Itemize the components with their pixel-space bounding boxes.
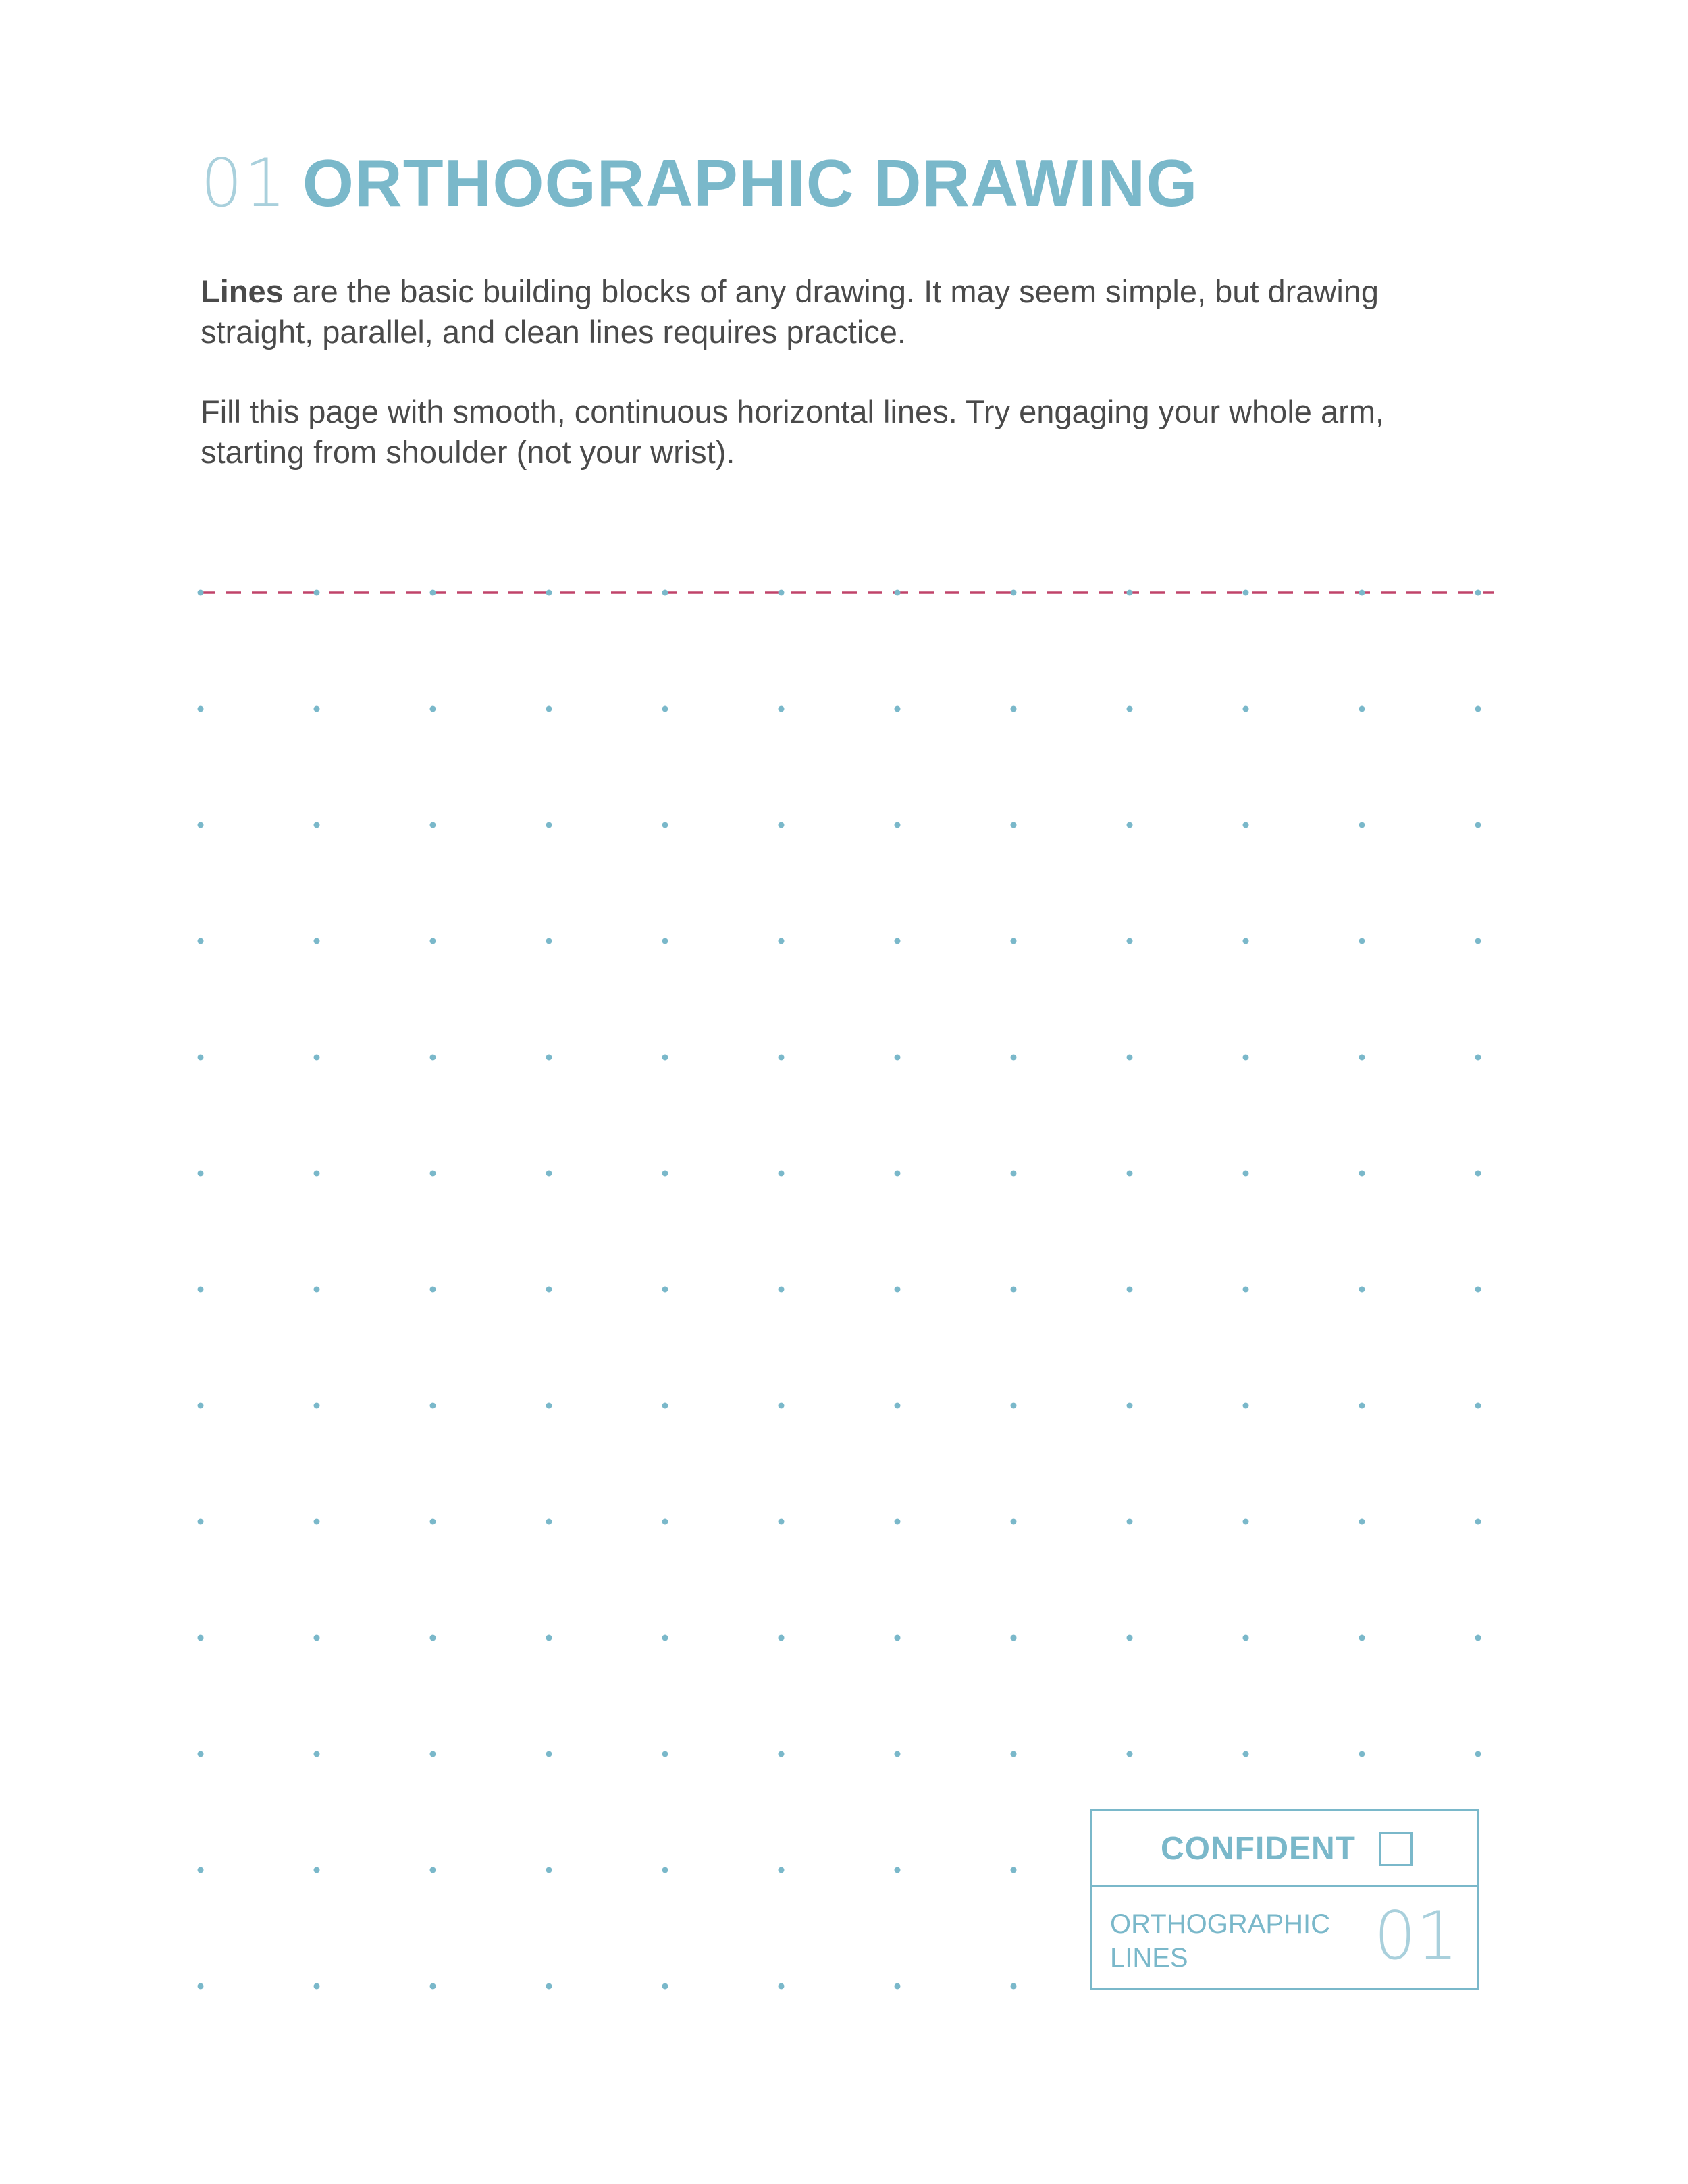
grid-dot bbox=[1011, 1403, 1017, 1409]
grid-dot bbox=[314, 1519, 320, 1525]
grid-dot bbox=[779, 1751, 785, 1757]
grid-dot bbox=[895, 1751, 901, 1757]
grid-dot bbox=[895, 590, 901, 596]
confident-checkbox[interactable] bbox=[1379, 1832, 1413, 1866]
grid-dot bbox=[895, 938, 901, 944]
grid-dot bbox=[1475, 1635, 1481, 1641]
grid-dot bbox=[198, 938, 204, 944]
grid-dot bbox=[198, 822, 204, 828]
badge-status-row bbox=[1092, 1811, 1477, 1887]
grid-dot bbox=[1475, 1751, 1481, 1757]
badge-label-line1: ORTHOGRAPHIC bbox=[1110, 1909, 1330, 1939]
grid-dot bbox=[779, 1171, 785, 1177]
grid-dot bbox=[779, 938, 785, 944]
grid-dot bbox=[1127, 590, 1133, 596]
grid-dot bbox=[1127, 1055, 1133, 1061]
grid-dot bbox=[1127, 1751, 1133, 1757]
grid-dot bbox=[1127, 1171, 1133, 1177]
grid-dot bbox=[430, 1403, 436, 1409]
progress-badge bbox=[1090, 1809, 1479, 1990]
grid-dot bbox=[430, 590, 436, 596]
grid-dot bbox=[779, 1519, 785, 1525]
grid-dot bbox=[430, 1751, 436, 1757]
grid-dot bbox=[1127, 822, 1133, 828]
grid-dot bbox=[1243, 1635, 1249, 1641]
grid-dot bbox=[1359, 938, 1365, 944]
badge-section-number: 01 bbox=[1374, 1898, 1458, 1975]
grid-dot bbox=[198, 1983, 204, 1990]
grid-dot bbox=[314, 1403, 320, 1409]
grid-dot bbox=[1359, 1751, 1365, 1757]
grid-dot bbox=[662, 1519, 668, 1525]
grid-dot bbox=[1359, 590, 1365, 596]
grid-dot bbox=[314, 1751, 320, 1757]
grid-dot bbox=[895, 1287, 901, 1293]
grid-dot bbox=[430, 938, 436, 944]
grid-dot bbox=[546, 1519, 552, 1525]
grid-dot bbox=[1127, 1287, 1133, 1293]
grid-dot bbox=[1243, 822, 1249, 828]
grid-dot bbox=[546, 1287, 552, 1293]
grid-dot bbox=[895, 1055, 901, 1061]
grid-dot bbox=[546, 1751, 552, 1757]
grid-dot bbox=[662, 706, 668, 712]
grid-dot bbox=[779, 1055, 785, 1061]
grid-dot bbox=[1359, 1519, 1365, 1525]
grid-dot bbox=[314, 1055, 320, 1061]
grid-dot bbox=[1127, 1403, 1133, 1409]
grid-dot bbox=[430, 706, 436, 712]
grid-dot bbox=[1359, 1055, 1365, 1061]
grid-dot bbox=[546, 590, 552, 596]
grid-dot bbox=[1011, 822, 1017, 828]
grid-dot bbox=[314, 1635, 320, 1641]
grid-dot bbox=[1359, 706, 1365, 712]
grid-dot bbox=[430, 1983, 436, 1990]
grid-dot bbox=[895, 822, 901, 828]
grid-dot bbox=[1475, 1287, 1481, 1293]
grid-dot bbox=[1011, 1055, 1017, 1061]
grid-dot bbox=[1243, 590, 1249, 596]
grid-dot bbox=[198, 1635, 204, 1641]
grid-dot bbox=[779, 1287, 785, 1293]
grid-dot bbox=[198, 1867, 204, 1873]
grid-dot bbox=[314, 822, 320, 828]
grid-dot bbox=[1359, 1403, 1365, 1409]
grid-dot bbox=[662, 1983, 668, 1990]
grid-dot bbox=[430, 1055, 436, 1061]
grid-dot bbox=[1011, 1867, 1017, 1873]
grid-dot bbox=[662, 822, 668, 828]
grid-dot bbox=[198, 1403, 204, 1409]
grid-dot bbox=[198, 1055, 204, 1061]
grid-dot bbox=[895, 1867, 901, 1873]
grid-dot bbox=[662, 1751, 668, 1757]
grid-dot bbox=[1127, 706, 1133, 712]
grid-dot bbox=[314, 1867, 320, 1873]
section-number: 01 bbox=[201, 145, 288, 222]
grid-dot bbox=[895, 1171, 901, 1177]
grid-dot bbox=[779, 706, 785, 712]
grid-dot bbox=[662, 1635, 668, 1641]
grid-dot bbox=[314, 706, 320, 712]
grid-dot bbox=[1127, 1519, 1133, 1525]
grid-dot bbox=[1475, 1519, 1481, 1525]
grid-dot bbox=[198, 590, 204, 596]
grid-dot bbox=[1011, 590, 1017, 596]
grid-dot bbox=[779, 590, 785, 596]
section-title: ORTHOGRAPHIC DRAWING bbox=[302, 146, 1198, 220]
grid-dot bbox=[1359, 1171, 1365, 1177]
grid-dot bbox=[895, 1635, 901, 1641]
grid-dot bbox=[1475, 938, 1481, 944]
grid-dot bbox=[1243, 706, 1249, 712]
grid-dot bbox=[1243, 938, 1249, 944]
grid-dot bbox=[1475, 822, 1481, 828]
grid-dot bbox=[546, 1171, 552, 1177]
grid-dot bbox=[662, 590, 668, 596]
grid-dot bbox=[779, 822, 785, 828]
grid-dot bbox=[1011, 1171, 1017, 1177]
grid-dot bbox=[546, 1983, 552, 1990]
grid-dot bbox=[1475, 590, 1481, 596]
grid-dot bbox=[314, 1287, 320, 1293]
grid-dot bbox=[1011, 1635, 1017, 1641]
grid-dot bbox=[430, 822, 436, 828]
grid-dot bbox=[430, 1867, 436, 1873]
intro-lead-word: Lines bbox=[201, 273, 284, 309]
grid-dot bbox=[1475, 1171, 1481, 1177]
grid-dot bbox=[662, 1171, 668, 1177]
grid-dot bbox=[1359, 822, 1365, 828]
grid-dot bbox=[198, 1751, 204, 1757]
grid-dot bbox=[314, 938, 320, 944]
grid-dot bbox=[314, 1983, 320, 1990]
grid-dot bbox=[779, 1635, 785, 1641]
grid-dot bbox=[1011, 706, 1017, 712]
grid-dot bbox=[1011, 1751, 1017, 1757]
grid-dot bbox=[1011, 1519, 1017, 1525]
grid-dot bbox=[1011, 1287, 1017, 1293]
grid-dot bbox=[430, 1519, 436, 1525]
grid-dot bbox=[1243, 1403, 1249, 1409]
grid-dot bbox=[1243, 1751, 1249, 1757]
grid-dot bbox=[1011, 1983, 1017, 1990]
grid-dot bbox=[662, 1867, 668, 1873]
grid-dot bbox=[895, 706, 901, 712]
grid-dot bbox=[546, 822, 552, 828]
grid-dot bbox=[430, 1171, 436, 1177]
grid-dot bbox=[1243, 1519, 1249, 1525]
intro-lead-rest: are the basic building blocks of any drawing. It may seem simple, but drawing straight, parallel, and clean lines requires practice. bbox=[201, 273, 1379, 350]
grid-dot bbox=[546, 938, 552, 944]
grid-dot bbox=[779, 1403, 785, 1409]
grid-dot bbox=[1243, 1055, 1249, 1061]
grid-dot bbox=[895, 1519, 901, 1525]
grid-dot bbox=[198, 1519, 204, 1525]
grid-dot bbox=[779, 1867, 785, 1873]
grid-dot bbox=[546, 1635, 552, 1641]
grid-dot bbox=[430, 1635, 436, 1641]
grid-dot bbox=[198, 706, 204, 712]
grid-dot bbox=[1475, 1403, 1481, 1409]
confident-label: CONFIDENT bbox=[1161, 1831, 1356, 1867]
grid-dot bbox=[430, 1287, 436, 1293]
badge-section-label bbox=[1110, 1907, 1330, 1975]
grid-dot bbox=[546, 1055, 552, 1061]
grid-dot bbox=[1359, 1287, 1365, 1293]
badge-section-row bbox=[1092, 1887, 1477, 1988]
grid-dot bbox=[1243, 1287, 1249, 1293]
grid-dot bbox=[546, 1867, 552, 1873]
grid-dot bbox=[662, 1403, 668, 1409]
grid-dot bbox=[314, 1171, 320, 1177]
grid-dot bbox=[1359, 1635, 1365, 1641]
grid-dot bbox=[895, 1983, 901, 1990]
grid-dot bbox=[546, 706, 552, 712]
grid-dot bbox=[1127, 938, 1133, 944]
grid-dot bbox=[779, 1983, 785, 1990]
grid-dot bbox=[662, 938, 668, 944]
grid-dot bbox=[662, 1287, 668, 1293]
grid-dot bbox=[198, 1171, 204, 1177]
grid-dot bbox=[662, 1055, 668, 1061]
grid-dot bbox=[546, 1403, 552, 1409]
grid-dot bbox=[1011, 938, 1017, 944]
grid-dot bbox=[314, 590, 320, 596]
grid-dot bbox=[1243, 1171, 1249, 1177]
badge-label-line2: LINES bbox=[1110, 1943, 1188, 1973]
instruction-paragraph: Fill this page with smooth, continuous horizontal lines. Try engaging your whole arm, starting from shoulder (not your wrist). bbox=[201, 394, 1384, 470]
grid-dot bbox=[198, 1287, 204, 1293]
grid-dot bbox=[1475, 1055, 1481, 1061]
grid-dot bbox=[1475, 706, 1481, 712]
grid-dot bbox=[895, 1403, 901, 1409]
grid-dot bbox=[1127, 1635, 1133, 1641]
